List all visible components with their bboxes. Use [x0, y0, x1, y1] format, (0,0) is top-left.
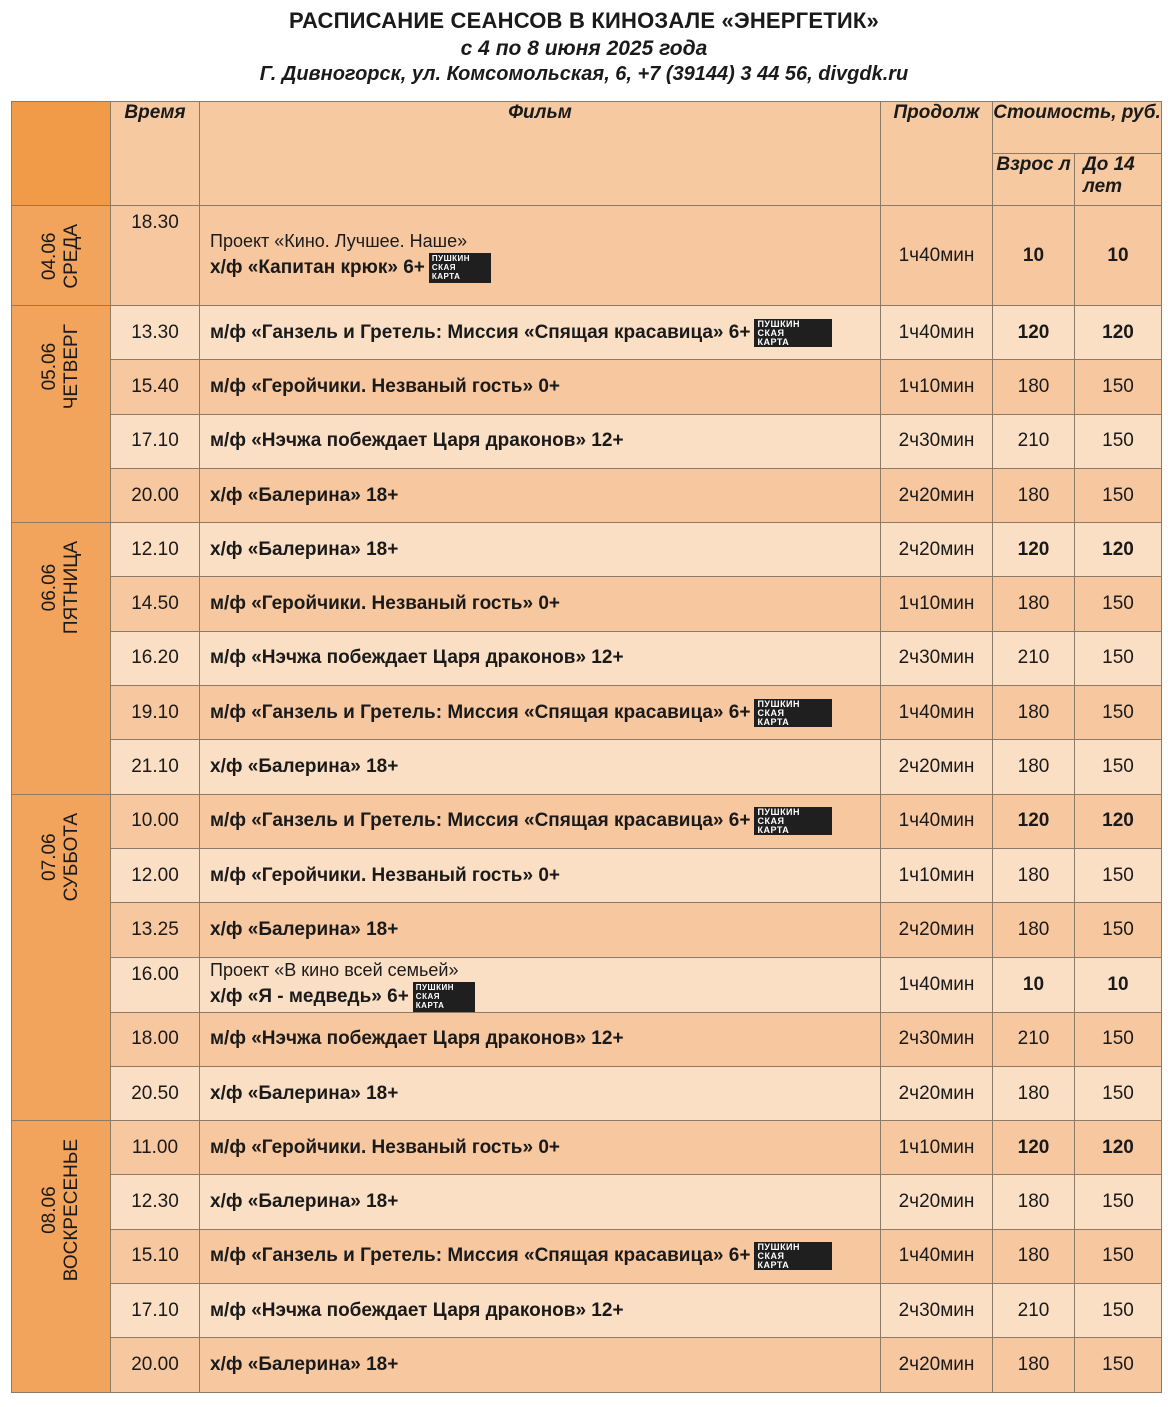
- session-row: [12, 1338, 1162, 1392]
- session-row: [12, 468, 1162, 522]
- badge-line: КАРТА: [415, 1000, 445, 1010]
- badge-line: ПУШКИН: [415, 982, 454, 992]
- header-adult: Взрос л: [993, 154, 1075, 206]
- session-film: м/ф «Нэчжа побеждает Царя драконов» 12+: [210, 1028, 624, 1050]
- day-date: 08.06: [39, 1186, 60, 1235]
- session-film-cell: [200, 1066, 881, 1120]
- session-film: х/ф «Балерина» 18+: [210, 756, 399, 778]
- session-row: [12, 631, 1162, 685]
- price-child: 150: [1075, 360, 1162, 414]
- day-date: 06.06: [39, 563, 60, 612]
- session-duration: 1ч40мин: [881, 206, 993, 306]
- price-child: 120: [1075, 306, 1162, 360]
- session-duration: 2ч30мин: [881, 414, 993, 468]
- price-child: 120: [1075, 523, 1162, 577]
- session-film: м/ф «Нэчжа побеждает Царя драконов» 12+: [210, 1299, 624, 1321]
- badge-line: СКАЯ: [757, 707, 785, 718]
- price-child: 150: [1075, 1066, 1162, 1120]
- session-duration: 1ч40мин: [881, 686, 993, 740]
- day-name: ПЯТНИЦА: [61, 541, 82, 635]
- session-row: [12, 1121, 1162, 1175]
- session-time: 13.25: [111, 903, 200, 957]
- venue-address: Г. Дивногорск, ул. Комсомольская, 6, +7 (39144) 3 44 56, divgdk.ru: [259, 63, 909, 85]
- session-film: х/ф «Я - медведь» 6+: [210, 985, 409, 1007]
- session-film-cell: [200, 306, 881, 360]
- header-price: Стоимость, руб.: [993, 102, 1162, 154]
- session-film: м/ф «Геройчики. Незваный гость» 0+: [210, 375, 560, 397]
- session-row: [12, 1066, 1162, 1120]
- session-film: х/ф «Балерина» 18+: [210, 918, 399, 940]
- price-adult: 180: [993, 686, 1075, 740]
- session-film-cell: [200, 1175, 881, 1229]
- session-film: м/ф «Геройчики. Незваный гость» 0+: [210, 1136, 560, 1158]
- price-adult: 180: [993, 1175, 1075, 1229]
- session-film: м/ф «Ганзель и Гретель: Миссия «Спящая красавица» 6+: [210, 1245, 751, 1267]
- day-date: 07.06: [39, 833, 60, 881]
- session-duration: 1ч10мин: [881, 360, 993, 414]
- badge-line: СКАЯ: [757, 816, 785, 827]
- pushkin-card-badge: [413, 982, 475, 1012]
- header-time: Время: [111, 102, 200, 206]
- price-child: 150: [1075, 1229, 1162, 1283]
- day-name: СРЕДА: [61, 224, 82, 289]
- price-child: 150: [1075, 631, 1162, 685]
- price-adult: 210: [993, 414, 1075, 468]
- session-film-cell: [200, 1012, 881, 1066]
- session-film-cell: [200, 577, 881, 631]
- day-date: 05.06: [39, 342, 60, 391]
- session-film: х/ф «Капитан крюк» 6+: [210, 256, 425, 278]
- price-adult: 120: [993, 523, 1075, 577]
- session-row: [12, 1175, 1162, 1229]
- session-time: 16.00: [111, 957, 200, 1012]
- session-film-cell: [200, 206, 881, 306]
- session-time: 12.00: [111, 848, 200, 902]
- session-film: м/ф «Нэчжа побеждает Царя драконов» 12+: [210, 647, 624, 669]
- session-duration: 2ч20мин: [881, 903, 993, 957]
- session-film-cell: [200, 1338, 881, 1392]
- session-film: х/ф «Балерина» 18+: [210, 1082, 399, 1104]
- price-child: 150: [1075, 577, 1162, 631]
- session-film-cell: [200, 1284, 881, 1338]
- session-project: Проект «В кино всей семьей»: [210, 959, 459, 980]
- session-duration: 2ч30мин: [881, 631, 993, 685]
- session-row: [12, 1284, 1162, 1338]
- session-duration: 2ч20мин: [881, 1066, 993, 1120]
- session-film-cell: [200, 957, 881, 1012]
- price-adult: 180: [993, 577, 1075, 631]
- price-adult: 210: [993, 631, 1075, 685]
- schedule-dates: с 4 по 8 июня 2025 года: [460, 37, 708, 60]
- price-adult: 180: [993, 1229, 1075, 1283]
- session-film-cell: [200, 523, 881, 577]
- day-name: ЧЕТВЕРГ: [61, 324, 82, 410]
- price-adult: 210: [993, 1012, 1075, 1066]
- session-film-cell: [200, 1229, 881, 1283]
- session-duration: 2ч30мин: [881, 1284, 993, 1338]
- price-child: 150: [1075, 740, 1162, 794]
- price-child: 120: [1075, 1121, 1162, 1175]
- day-cell: [12, 523, 111, 794]
- session-row: [12, 206, 1162, 306]
- price-adult: 180: [993, 1066, 1075, 1120]
- header-duration: Продолж: [881, 102, 993, 206]
- session-time: 15.10: [111, 1229, 200, 1283]
- badge-line: ПУШКИН: [757, 318, 801, 329]
- session-duration: 1ч40мин: [881, 306, 993, 360]
- session-time: 12.10: [111, 523, 200, 577]
- badge-line: СКАЯ: [757, 1251, 785, 1262]
- session-film-cell: [200, 903, 881, 957]
- price-child: 10: [1075, 957, 1162, 1012]
- day-cell: [12, 206, 111, 306]
- session-time: 11.00: [111, 1121, 200, 1175]
- session-row: [12, 848, 1162, 902]
- price-child: 150: [1075, 1012, 1162, 1066]
- price-child: 150: [1075, 1175, 1162, 1229]
- pushkin-card-badge: [754, 319, 832, 347]
- price-adult: 210: [993, 1284, 1075, 1338]
- pushkin-card-badge: [754, 699, 832, 727]
- session-time: 20.00: [111, 1338, 200, 1392]
- session-film: х/ф «Балерина» 18+: [210, 538, 399, 560]
- day-cell: [12, 1121, 111, 1392]
- badge-line: СКАЯ: [431, 262, 457, 272]
- price-child: 150: [1075, 414, 1162, 468]
- price-child: 120: [1075, 794, 1162, 848]
- header-blank: [12, 102, 111, 206]
- session-duration: 2ч20мин: [881, 1175, 993, 1229]
- session-time: 21.10: [111, 740, 200, 794]
- day-cell: [12, 306, 111, 523]
- price-child: 150: [1075, 686, 1162, 740]
- header-child: До 14 лет: [1075, 154, 1162, 206]
- session-film-cell: [200, 468, 881, 522]
- session-film: м/ф «Ганзель и Гретель: Миссия «Спящая красавица» 6+: [210, 701, 751, 723]
- session-time: 19.10: [111, 686, 200, 740]
- session-film: м/ф «Геройчики. Незваный гость» 0+: [210, 864, 560, 886]
- day-label: [39, 324, 83, 409]
- badge-line: КАРТА: [431, 271, 461, 281]
- badge-line: СКАЯ: [415, 991, 440, 1001]
- session-time: 17.10: [111, 414, 200, 468]
- session-film: м/ф «Ганзель и Гретель: Миссия «Спящая красавица» 6+: [210, 321, 751, 343]
- session-time: 10.00: [111, 794, 200, 848]
- header-film: Фильм: [200, 102, 881, 206]
- session-time: 12.30: [111, 1175, 200, 1229]
- day-label: [39, 541, 83, 634]
- price-adult: 10: [993, 206, 1075, 306]
- price-adult: 120: [993, 306, 1075, 360]
- price-adult: 180: [993, 740, 1075, 794]
- pushkin-card-badge: [754, 807, 832, 835]
- session-duration: 1ч40мин: [881, 794, 993, 848]
- day-label: [39, 1139, 83, 1281]
- session-time: 20.00: [111, 468, 200, 522]
- badge-line: ПУШКИН: [757, 1242, 801, 1253]
- price-child: 150: [1075, 848, 1162, 902]
- session-row: [12, 577, 1162, 631]
- badge-line: ПУШКИН: [431, 253, 471, 263]
- session-film: х/ф «Балерина» 18+: [210, 1353, 399, 1375]
- session-row: [12, 360, 1162, 414]
- badge-line: ПУШКИН: [757, 807, 801, 818]
- session-duration: 1ч10мин: [881, 577, 993, 631]
- day-label: [39, 224, 83, 289]
- session-row: [12, 957, 1162, 1012]
- badge-line: КАРТА: [757, 825, 790, 836]
- session-time: 17.10: [111, 1284, 200, 1338]
- session-film: м/ф «Нэчжа побеждает Царя драконов» 12+: [210, 430, 624, 452]
- price-child: 10: [1075, 206, 1162, 306]
- badge-line: КАРТА: [757, 336, 790, 347]
- session-film-cell: [200, 414, 881, 468]
- session-film-cell: [200, 848, 881, 902]
- pushkin-card-badge: [754, 1242, 832, 1270]
- price-child: 150: [1075, 468, 1162, 522]
- session-duration: 1ч10мин: [881, 848, 993, 902]
- session-time: 16.20: [111, 631, 200, 685]
- schedule-table: [11, 101, 1162, 1393]
- session-time: 18.30: [111, 206, 200, 306]
- session-film-cell: [200, 686, 881, 740]
- session-row: [12, 740, 1162, 794]
- pushkin-card-badge: [429, 253, 491, 283]
- session-row: [12, 306, 1162, 360]
- session-duration: 2ч30мин: [881, 1012, 993, 1066]
- price-child: 150: [1075, 1284, 1162, 1338]
- price-adult: 180: [993, 848, 1075, 902]
- session-row: [12, 1012, 1162, 1066]
- price-adult: 180: [993, 1338, 1075, 1392]
- price-adult: 180: [993, 360, 1075, 414]
- price-adult: 180: [993, 468, 1075, 522]
- session-row: [12, 414, 1162, 468]
- price-child: 150: [1075, 1338, 1162, 1392]
- session-film: х/ф «Балерина» 18+: [210, 484, 399, 506]
- session-row: [12, 794, 1162, 848]
- price-adult: 120: [993, 794, 1075, 848]
- day-date: 04.06: [39, 232, 60, 281]
- day-name: СУББОТА: [61, 812, 82, 901]
- session-time: 15.40: [111, 360, 200, 414]
- price-adult: 120: [993, 1121, 1075, 1175]
- session-duration: 1ч10мин: [881, 1121, 993, 1175]
- price-adult: 180: [993, 903, 1075, 957]
- session-film-cell: [200, 794, 881, 848]
- session-duration: 1ч40мин: [881, 957, 993, 1012]
- price-adult: 10: [993, 957, 1075, 1012]
- day-name: ВОСКРЕСЕНЬЕ: [61, 1139, 82, 1282]
- session-time: 18.00: [111, 1012, 200, 1066]
- session-duration: 2ч20мин: [881, 468, 993, 522]
- badge-line: СКАЯ: [757, 327, 785, 338]
- session-row: [12, 1229, 1162, 1283]
- session-time: 14.50: [111, 577, 200, 631]
- schedule-title: РАСПИСАНИЕ СЕАНСОВ В КИНОЗАЛЕ «ЭНЕРГЕТИК»: [289, 8, 879, 33]
- day-cell: [12, 794, 111, 1120]
- badge-line: КАРТА: [757, 716, 790, 727]
- session-row: [12, 523, 1162, 577]
- session-duration: 2ч20мин: [881, 1338, 993, 1392]
- price-child: 150: [1075, 903, 1162, 957]
- session-film: х/ф «Балерина» 18+: [210, 1191, 399, 1213]
- session-duration: 2ч20мин: [881, 523, 993, 577]
- session-time: 13.30: [111, 306, 200, 360]
- day-label: [39, 813, 83, 901]
- badge-line: КАРТА: [757, 1260, 790, 1271]
- session-row: [12, 686, 1162, 740]
- session-film: м/ф «Ганзель и Гретель: Миссия «Спящая красавица» 6+: [210, 810, 751, 832]
- badge-line: ПУШКИН: [757, 698, 801, 709]
- session-film-cell: [200, 740, 881, 794]
- session-film-cell: [200, 1121, 881, 1175]
- schedule-body: [12, 206, 1162, 1393]
- session-film-cell: [200, 360, 881, 414]
- session-film: м/ф «Геройчики. Незваный гость» 0+: [210, 593, 560, 615]
- session-project: Проект «Кино. Лучшее. Наше»: [210, 230, 468, 251]
- session-row: [12, 903, 1162, 957]
- session-film-cell: [200, 631, 881, 685]
- session-duration: 1ч40мин: [881, 1229, 993, 1283]
- session-duration: 2ч20мин: [881, 740, 993, 794]
- session-time: 20.50: [111, 1066, 200, 1120]
